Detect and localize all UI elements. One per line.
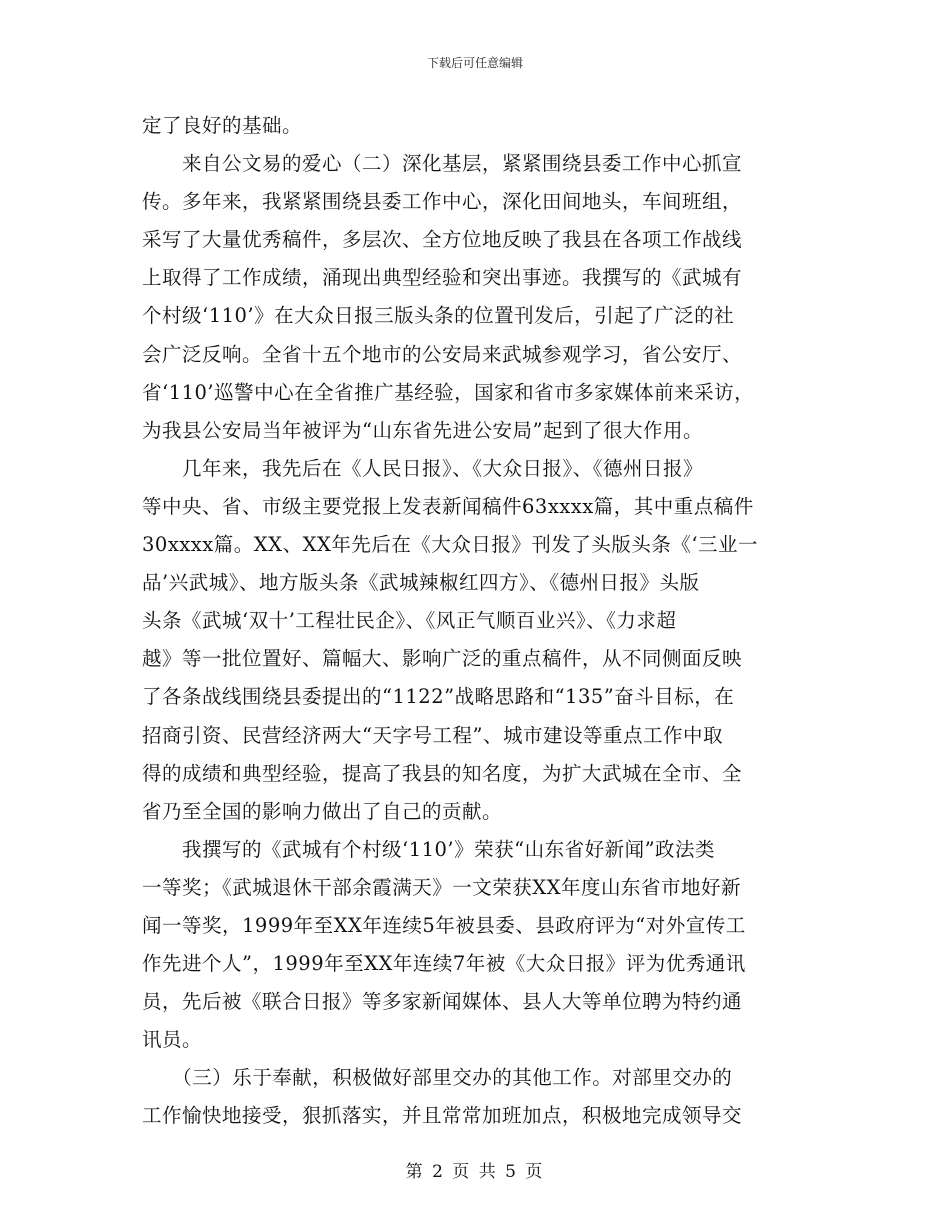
text-line: 个村级‘110’》在大众日报三版头条的位置刊发后，引起了广泛的社: [142, 304, 735, 328]
text-line: 越》等一批位置好、篇幅大、影响广泛的重点稿件，从不同侧面反映: [142, 647, 743, 671]
text-line: 为我县公安局当年被评为“山东省先进公安局”起到了很大作用。: [142, 418, 703, 442]
text-line: 来自公文易的爱心（二）深化基层，紧紧围绕县委工作中心抓宣: [142, 152, 743, 176]
text-line: 我撰写的《武城有个村级‘110’》荣获“山东省好新闻”政法类: [142, 837, 716, 861]
text-line: 了各条战线围绕县委提出的“1122”战略思路和“135”奋斗目标，在: [142, 685, 735, 709]
text-line: 品’兴武城》、地方版头条《武城辣椒红四方》、《德州日报》头版: [142, 571, 700, 595]
text-line: 传。多年来，我紧紧围绕县委工作中心，深化田间地头，车间班组，: [142, 190, 743, 214]
text-line: 作先进个人”，1999年至XX年连续7年被《大众日报》评为优秀通讯: [142, 952, 746, 976]
document-body: [142, 107, 810, 1136]
text-line: 30xxxx篇。XX、XX年先后在《大众日报》刊发了头版头条《‘三业一: [142, 533, 759, 557]
text-line: 采写了大量优秀稿件，多层次、全方位地反映了我县在各项工作战线: [142, 228, 743, 252]
text-line: 会广泛反响。全省十五个地市的公安局来武城参观学习，省公安厅、: [142, 342, 743, 366]
text-line: 等中央、省、市级主要党报上发表新闻稿件63xxxx篇，其中重点稿件: [142, 494, 754, 518]
text-line: 一等奖；《武城退休干部余霞满天》一文荣获XX年度山东省市地好新: [142, 875, 742, 899]
text-line: 省乃至全国的影响力做出了自己的贡献。: [142, 799, 503, 823]
text-line: 员，先后被《联合日报》等多家新闻媒体、县人大等单位聘为特约通: [142, 990, 743, 1014]
text-line: 头条《武城‘双十’工程壮民企》、《风正气顺百业兴》、《力求超: [142, 609, 677, 633]
text-line: 招商引资、民营经济两大“天字号工程”、城市建设等重点工作中取: [142, 723, 723, 747]
page-number-footer: 第 2 页 共 5 页: [405, 1162, 545, 1182]
text-line: （三）乐于奉献，积极做好部里交办的其他工作。对部里交办的: [142, 1066, 733, 1090]
text-line: 上取得了工作成绩，涌现出典型经验和突出事迹。我撰写的《武城有: [142, 266, 743, 290]
text-line: 几年来，我先后在《人民日报》、《大众日报》、《德州日报》: [142, 456, 704, 480]
page-header: 下载后可任意编辑: [426, 56, 523, 70]
text-line: 得的成绩和典型经验，提高了我县的知名度，为扩大武城在全市、全: [142, 761, 743, 785]
text-line: 定了良好的基础。: [142, 114, 303, 137]
text-line: 闻一等奖，1999年至XX年连续5年被县委、县政府评为“对外宣传工: [142, 913, 746, 937]
text-line: 工作愉快地接受，狠抓落实，并且常常加班加点，积极地完成领导交: [142, 1104, 743, 1128]
text-line: 省‘110’巡警中心在全省推广基经验，国家和省市多家媒体前来采访，: [142, 380, 755, 404]
text-line: 讯员。: [142, 1028, 203, 1052]
